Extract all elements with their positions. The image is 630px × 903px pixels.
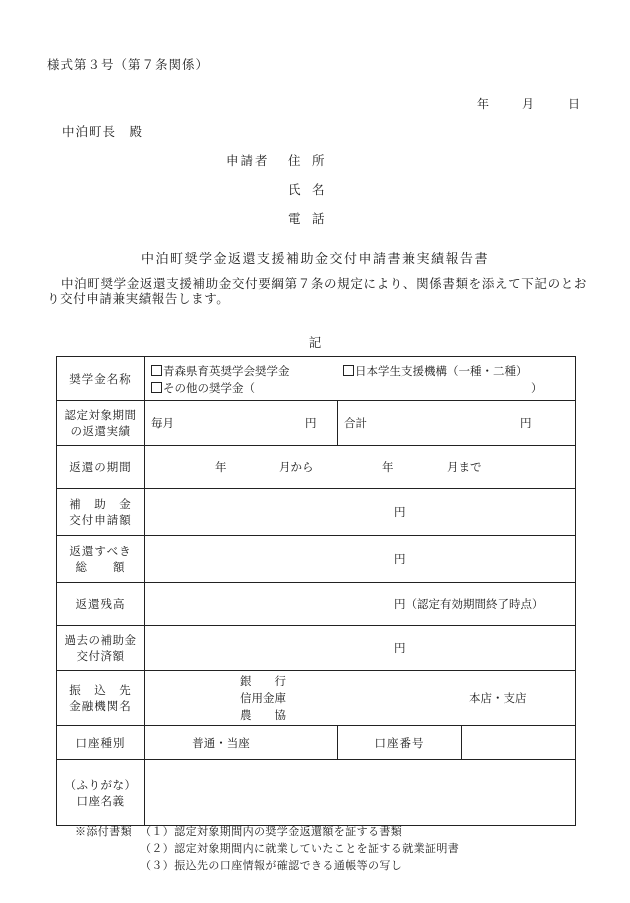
total-due-label-1: 返還すべき [69,544,132,558]
scholarship-label: 奨学金名称 [57,357,145,401]
account-holder-label-1: （ふりがな） [64,777,137,792]
bank-label [57,671,145,726]
bank-type-bank: 銀 行 [240,674,286,688]
name-label-char-2: 名 [312,182,325,197]
past-grants-label-2: 交付済額 [76,649,125,663]
option-jasso-label: 日本学生支援機構（一種・二種） [355,364,528,378]
bank-branch: 本店・支店 [469,691,527,705]
ki-heading: 記 [308,335,322,350]
account-number-field[interactable] [462,726,576,760]
address-label-char-1: 住 [288,153,301,168]
past-grants-yen: 円 [394,641,406,655]
row-bank [57,671,576,726]
repayment-record-label [57,401,145,446]
period-from-year: 年 [215,460,227,474]
total-label: 合計 [344,416,367,430]
period-to-year: 年 [382,460,394,474]
scholarship-options [145,357,576,401]
option-aomori-label: 青森県育英奨学会奨学金 [163,364,290,378]
address-label-char-2: 所 [312,153,325,168]
account-holder-label [57,760,145,826]
period-from-month: 月から [279,460,314,474]
phone-label-char-2: 話 [312,211,325,226]
monthly-label: 毎月 [151,416,174,430]
document-body: 中泊町奨学金返還支援補助金交付要綱第７条の規定により、関係書類を添えて下記のとおり交付申請兼実績報告します。 [47,276,587,306]
balance-value: 円（認定有効期間終了時点） [394,597,544,611]
account-holder-field[interactable] [145,760,576,826]
phone-label-char-1: 電 [288,211,301,226]
account-type-value: 普通・当座 [192,735,250,750]
grant-amount-label [57,489,145,536]
option-aomori[interactable] [151,363,290,379]
row-period [57,446,576,489]
account-type-field[interactable] [145,726,338,760]
total-due-label [57,536,145,583]
name-label-char-1: 氏 [288,182,301,197]
date-month-label: 月 [522,97,535,111]
account-type-label: 口座種別 [57,726,145,760]
past-grants-label [57,626,145,671]
balance-field[interactable] [145,583,576,626]
date-day-label: 日 [568,97,581,111]
row-account-holder [57,760,576,826]
grant-amount-field[interactable] [145,489,576,536]
total-due-yen: 円 [394,552,406,566]
balance-label: 返還残高 [57,583,145,626]
bank-type-credit: 信用金庫 [240,691,286,705]
total-yen: 円 [520,416,532,430]
past-grants-label-1: 過去の補助金 [64,633,137,647]
form-number: 様式第３号（第７条関係） [47,57,210,72]
account-holder-label-2: 口座名義 [76,793,125,808]
total-due-label-2: 総 額 [75,560,126,574]
attachment-item-3: （３）振込先の口座情報が確認できる通帳等の写し [140,859,403,872]
grant-amount-label-1: 補 助 金 [69,497,132,511]
bank-type-agri: 農 協 [240,708,286,722]
grant-amount-yen: 円 [394,505,406,519]
monthly-yen: 円 [305,416,317,430]
applicant-address-field[interactable] [288,151,336,169]
row-past-grants [57,626,576,671]
checkbox-aomori[interactable] [151,365,162,376]
period-label: 返還の期間 [57,446,145,489]
option-jasso[interactable] [343,363,528,379]
attachments-heading: ※添付書類 [75,825,132,838]
applicant-label: 申請者 [226,153,270,168]
addressee: 中泊町長 殿 [62,124,144,139]
application-table [56,356,576,826]
attachment-item-1: （１）認定対象期間内の奨学金返還額を証する書類 [140,825,403,838]
date-year-label: 年 [477,97,490,111]
row-total-due [57,536,576,583]
row-balance [57,583,576,626]
bank-field[interactable] [145,671,576,726]
repayment-record-label-2: の返還実績 [70,424,131,438]
bank-label-2: 金融機関名 [69,699,132,713]
row-scholarship [57,357,576,401]
monthly-amount-field[interactable] [145,401,338,446]
total-amount-field[interactable] [338,401,576,446]
row-account [57,726,576,760]
checkbox-jasso[interactable] [343,365,354,376]
applicant-phone-field[interactable] [288,209,336,227]
option-other[interactable] [151,380,255,396]
account-number-label: 口座番号 [338,726,462,760]
option-other-close: ） [531,381,543,395]
applicant-name-field[interactable] [288,180,336,198]
row-repayment-record [57,401,576,446]
period-to-month: 月まで [447,460,482,474]
document-title: 中泊町奨学金返還支援補助金交付申請書兼実績報告書 [140,252,489,267]
repayment-record-label-1: 認定対象期間 [64,408,137,422]
total-due-field[interactable] [145,536,576,583]
checkbox-other[interactable] [151,382,162,393]
option-other-label: その他の奨学金（ [163,381,255,395]
attachment-item-2: （２）認定対象期間内に就業していたことを証する就業証明書 [140,842,460,855]
period-field[interactable] [145,446,576,489]
bank-label-1: 振 込 先 [69,683,132,697]
past-grants-field[interactable] [145,626,576,671]
row-grant-amount [57,489,576,536]
grant-amount-label-2: 交付申請額 [69,513,132,527]
